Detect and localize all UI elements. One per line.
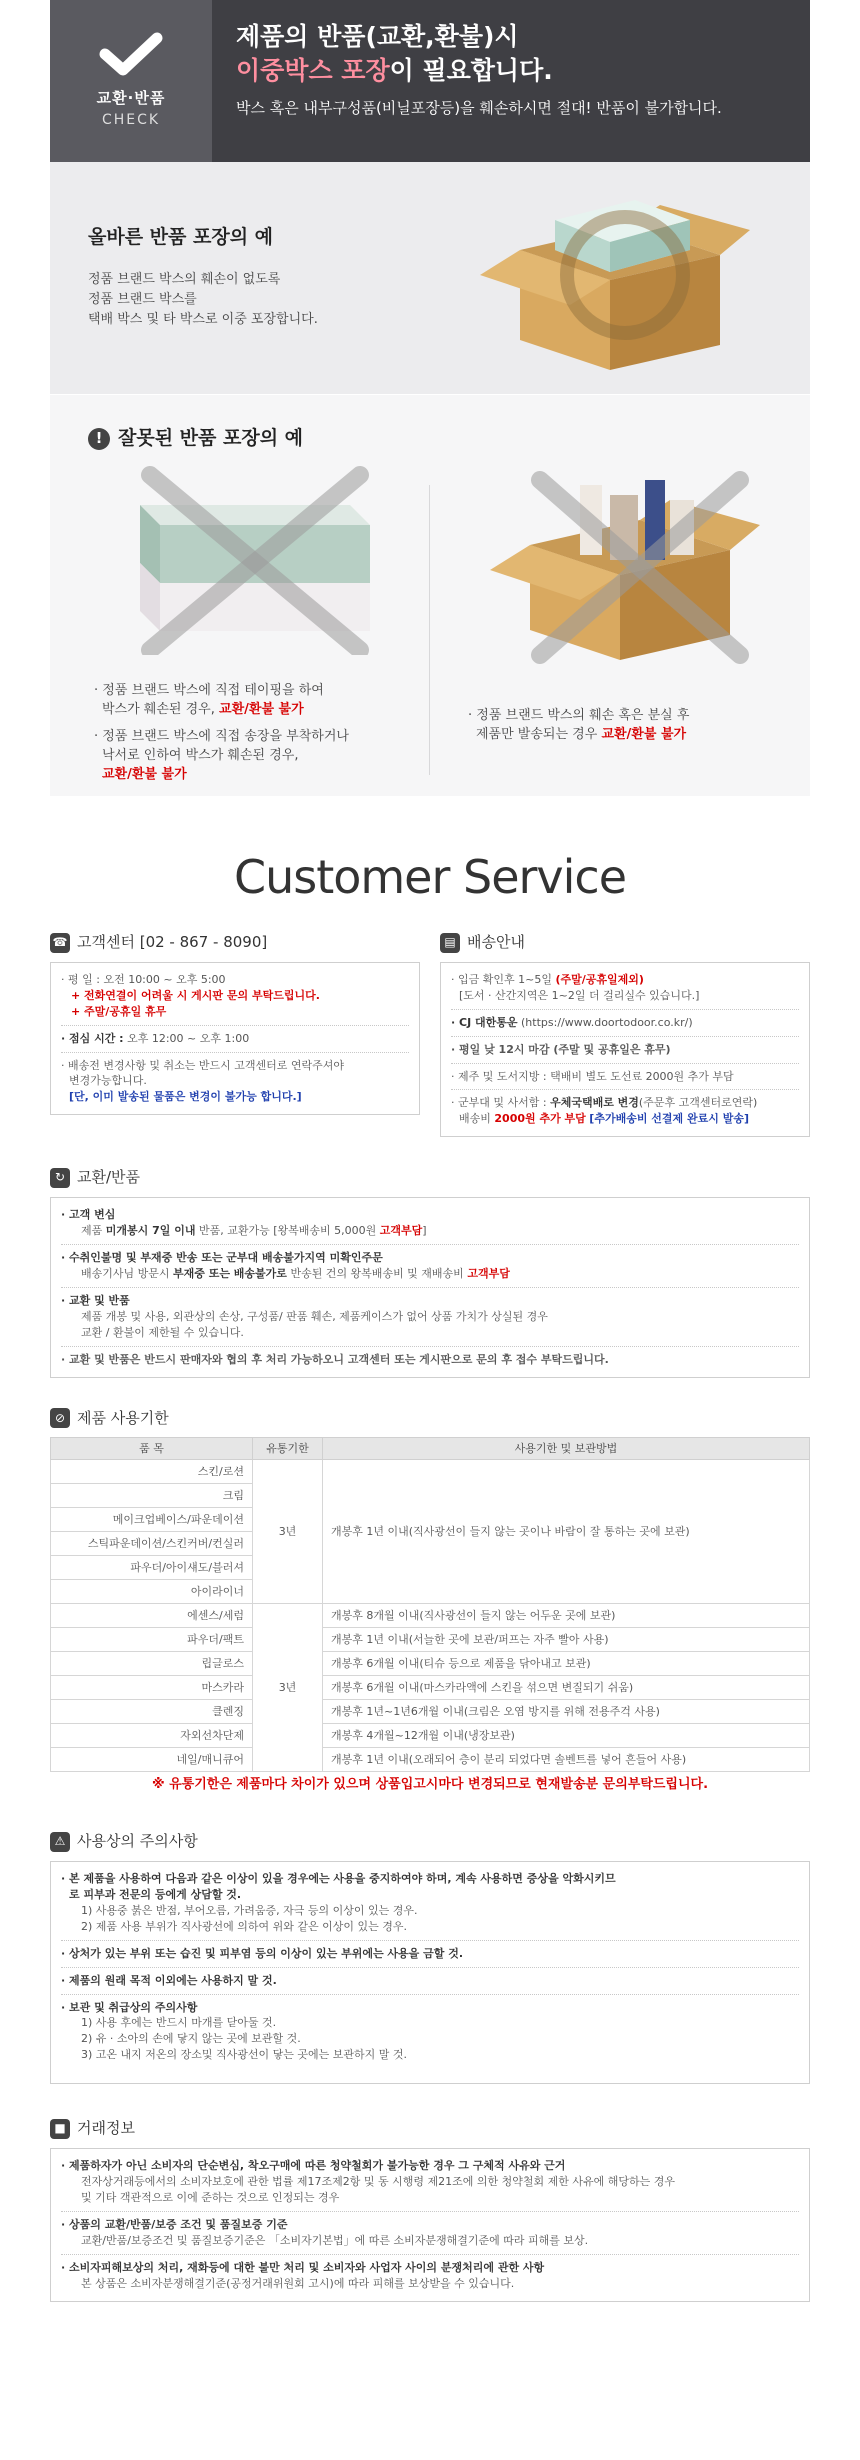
caution-text-bold: · 제품의 원래 목적 이외에는 사용하지 말 것.: [61, 1973, 277, 1987]
change-notice: 변경가능합니다.: [69, 1074, 147, 1088]
change-notice: · 배송전 변경사항 및 취소는 반드시 고객센터로 연락주셔야: [61, 1058, 344, 1072]
lunch-label: · 점심 시간 :: [61, 1031, 124, 1045]
period-cell: 3년: [253, 1460, 323, 1604]
column-header: 유통기한: [253, 1438, 323, 1460]
trade-text: 교환/반품/보증조건 및 품질보증기준은 「소비자기본법」에 따른 소비자분쟁해결기준에 따라 피해를 보상.: [81, 2233, 589, 2247]
exchange-heading: [50, 1167, 810, 1189]
call-center-heading-text: 고객센터 [02 - 867 - 8090]: [77, 933, 268, 951]
method-cell: 개봉후 4개월~12개월 이내(냉장보관): [323, 1724, 810, 1748]
trade-title: · 상품의 교환/반품/보증 조건 및 품질보증 기준: [61, 2217, 288, 2231]
military-label: · 군부대 및 사서함 :: [451, 1096, 547, 1110]
banner-line2: [236, 54, 722, 88]
panel-row: [61, 1288, 799, 1347]
method-cell: 개봉후 1년 이내(서늘한 곳에 보관/퍼프는 자주 빨아 사용): [323, 1628, 810, 1652]
panel-row: [61, 1968, 799, 1995]
check-icon: [99, 32, 163, 78]
panel-row: [451, 967, 799, 1010]
good-packing-title: 올바른 반품 포장의 예: [88, 226, 274, 248]
bad-note-warning: 교환/환불 불가: [601, 726, 687, 742]
refresh-icon: ↻: [50, 1168, 70, 1188]
exchange-item-title: · 수취인불명 및 부재중 반송 또는 군부대 배송불가지역 미확인주문: [61, 1250, 383, 1264]
bad-note-text: · 정품 브랜드 박스의 훼손 혹은 분실 후: [468, 708, 690, 723]
weekday-note: + 전화연결이 어려울 시 게시판 문의 부탁드립니다.: [71, 988, 320, 1002]
bad-note-text: · 정품 브랜드 박스에 직접 테이핑을 하여: [94, 683, 324, 698]
delivery-panel: [440, 962, 810, 1138]
exchange-text: 교환 / 환불이 제한될 수 있습니다.: [81, 1325, 244, 1339]
delivery-heading-text: 배송안내: [467, 933, 525, 951]
exchange-text: 제품: [81, 1224, 103, 1237]
weekday-hours: · 평 일 : 오전 10:00 ~ 오후 5:00: [61, 972, 226, 986]
method-cell: 개봉후 1년 이내(직사광선이 들지 않는 곳이나 바람이 잘 통하는 곳에 보관): [323, 1460, 810, 1604]
table-row: [51, 1652, 810, 1676]
bad-note-text: 낙서로 인하여 박스가 훼손된 경우,: [102, 747, 299, 763]
caution-subitem: 2) 유 · 소아의 손에 닿지 않는 곳에 보관할 것.: [81, 2032, 301, 2046]
trade-text: 전자상거래등에서의 소비자보호에 관한 법률 제17조제2항 및 동 시행령 제21조에 의한 청약철회 제한 사유에 해당하는 경우: [81, 2174, 675, 2188]
bad-note-warning: 교환/환불 불가: [102, 766, 187, 782]
shelf-life-section: [50, 1408, 810, 1796]
table-row: [51, 1604, 810, 1628]
exchange-text-bold: 부재중 또는 배송불가로: [173, 1266, 287, 1280]
caution-panel: [50, 1861, 810, 2084]
item-cell: 마스카라: [51, 1676, 253, 1700]
item-cell: 스킨/로션: [51, 1460, 253, 1484]
trade-panel: [50, 2148, 810, 2302]
check-badge: [50, 0, 212, 162]
caution-text-bold: 로 피부과 전문의 등에게 상담할 것.: [69, 1887, 242, 1901]
bad-note-1: [94, 682, 414, 720]
method-cell: 개봉후 1년~1년6개월 이내(크림은 오염 방지를 위해 전용주걱 사용): [323, 1700, 810, 1724]
info-columns: [50, 932, 810, 1137]
caution-heading-text: 사용상의 주의사항: [77, 1832, 198, 1851]
damaged-box-image: [470, 465, 770, 665]
item-cell: 네일/매니큐어: [51, 1748, 253, 1772]
delivery-heading: [440, 932, 810, 954]
lunch-time: 오후 12:00 ~ 오후 1:00: [127, 1031, 250, 1045]
period-cell: 3년: [253, 1604, 323, 1772]
exchange-text: ]: [422, 1224, 427, 1237]
panel-row: [451, 1010, 799, 1037]
method-cell: 개봉후 8개월 이내(직사광선이 들지 않는 어두운 곳에 보관): [323, 1604, 810, 1628]
item-cell: 클렌징: [51, 1700, 253, 1724]
panel-row: [61, 2212, 799, 2255]
customer-service-title: Customer Service: [233, 850, 627, 904]
banner-line3: 박스 혹은 내부구성품(비닐포장등)을 훼손하시면 절대! 반품이 불가합니다.: [236, 98, 722, 117]
item-cell: 아이라이너: [51, 1580, 253, 1604]
caution-text-bold: · 보관 및 취급상의 주의사항: [61, 2000, 198, 2014]
exchange-text: 반송된 건의 왕복배송비 및 재배송비: [290, 1266, 464, 1280]
delivery-note: [도서 · 산간지역은 1~2일 더 걸리실수 있습니다.]: [459, 988, 700, 1002]
trade-heading-text: 거래정보: [77, 2119, 135, 2138]
exchange-item-title: · 교환 및 반품: [61, 1293, 130, 1307]
trade-text: 및 기타 객관적으로 이에 준하는 것으로 인정되는 경우: [81, 2190, 340, 2204]
caution-text-bold: · 본 제품을 사용하여 다음과 같은 이상이 있을 경우에는 사용을 중지하여야 하며, 계속 사용하면 증상을 악화시키므: [61, 1871, 616, 1885]
exchange-text: 제품 개봉 및 사용, 외관상의 손상, 구성품/ 판품 훼손, 제품케이스가 없어 상품 가치가 상실된 경우: [81, 1309, 548, 1323]
trade-heading: [50, 2118, 810, 2140]
caution-section: [50, 1831, 810, 2084]
panel-row: [451, 1090, 799, 1132]
exchange-heading-text: 교환/반품: [77, 1168, 141, 1187]
shelf-life-table: [50, 1437, 810, 1772]
method-cell: 개봉후 1년 이내(오래되어 층이 분리 되었다면 솔벤트를 넣어 흔들어 사용): [323, 1748, 810, 1772]
trade-title: · 소비자피해보상의 처리, 재화등에 대한 불만 처리 및 소비자와 사업자 사이의 분쟁처리에 관한 사항: [61, 2260, 545, 2274]
shelf-life-heading: [50, 1408, 810, 1430]
caution-text-bold: · 상처가 있는 부위 또는 습진 및 피부염 등의 이상이 있는 부위에는 사용을 금할 것.: [61, 1946, 464, 1960]
table-row: [51, 1676, 810, 1700]
item-cell: 립글로스: [51, 1652, 253, 1676]
trade-section: [50, 2118, 810, 2301]
panel-row: [61, 1053, 409, 1111]
table-row: [51, 1628, 810, 1652]
trade-title: · 제품하자가 아닌 소비자의 단순변심, 착오구매에 따른 청약철회가 불가능한 경우 그 구체적 사유와 근거: [61, 2159, 566, 2173]
top-banner: [50, 0, 810, 162]
table-row: [51, 1460, 810, 1484]
good-desc-line: 정품 브랜드 박스의 훼손이 없도록: [88, 272, 281, 287]
banner-line2-rest: 이 필요합니다.: [389, 55, 553, 85]
double-box-image: [460, 180, 760, 380]
warning-icon: !: [88, 428, 110, 450]
trade-text: 본 상품은 소비자분쟁해결기준(공정거래위원회 고시)에 따라 피해를 보상받을 수 있습니다.: [81, 2276, 515, 2290]
column-header: 사용기한 및 보관방법: [323, 1438, 810, 1460]
weekday-note: + 주말/공휴일 휴무: [71, 1004, 167, 1018]
item-cell: 파우더/아이섀도/블러셔: [51, 1556, 253, 1580]
caution-subitem: 3) 고온 내지 저온의 장소및 직사광선이 닿는 곳에는 보관하지 말 것.: [81, 2048, 408, 2062]
bad-note-text: 제품만 발송되는 경우: [476, 726, 598, 742]
method-cell: 개봉후 6개월 이내(마스카라액에 스킨을 섞으면 변질되기 쉬움): [323, 1676, 810, 1700]
courier-name: · CJ 대한통운: [451, 1015, 518, 1029]
exchange-red: 고객부담: [467, 1266, 510, 1280]
exchange-text: 배송기사님 방문시: [81, 1266, 170, 1280]
call-center-heading: [50, 932, 420, 954]
badge-title: 교환·반품: [96, 88, 166, 107]
caution-subitem: 1) 사용중 붉은 반점, 부어오름, 가려움증, 자극 등의 이상이 있는 경우.: [81, 1903, 418, 1917]
bad-packing-title: [88, 425, 303, 453]
delivery-time: · 입금 확인후 1~5일: [451, 972, 552, 986]
bad-note-warning: 교환/환불 불가: [219, 701, 304, 717]
good-desc-line: 택배 박스 및 타 박스로 이중 포장합니다.: [88, 312, 318, 328]
good-packing-desc: [88, 270, 318, 330]
panel-row: [61, 1866, 799, 1941]
caution-subitem: 1) 사용 후에는 반드시 마개를 닫아둘 것.: [81, 2016, 277, 2030]
exchange-section: [50, 1167, 810, 1377]
delivery-exclusion: (주말/공휴일제외): [555, 972, 644, 986]
item-cell: 자외선차단제: [51, 1724, 253, 1748]
good-packing-section: [50, 162, 810, 394]
item-cell: 메이크업베이스/파운데이션: [51, 1508, 253, 1532]
exchange-red: 고객부담: [379, 1224, 423, 1237]
bad-note-text: · 정품 브랜드 박스에 직접 송장을 부착하거나: [94, 729, 349, 744]
banner-highlight: 이중박스 포장: [236, 55, 390, 85]
panel-row: · 제주 및 도서지방 : 택배비 별도 도선료 2000원 추가 부담: [451, 1064, 799, 1091]
exchange-item-title: · 고객 변심: [61, 1208, 116, 1222]
military-change: 우체국택배로 변경: [550, 1096, 639, 1110]
shipping-fee-extra: 2000원 추가 부담: [494, 1112, 586, 1126]
panel-row: [61, 1026, 409, 1053]
panel-row: [61, 2153, 799, 2212]
military-note: (주문후 고객센터로연락): [638, 1096, 758, 1110]
panel-row: [61, 967, 409, 1026]
exchange-panel: [50, 1197, 810, 1378]
panel-row: · 평일 낮 12시 마감 (주말 및 공휴일은 휴무): [451, 1037, 799, 1064]
table-row: [51, 1724, 810, 1748]
truck-icon: ▤: [440, 933, 460, 953]
banner-line1: 제품의 반품(교환,환불)시: [236, 22, 519, 51]
table-row: [51, 1748, 810, 1772]
item-cell: 스틱파운데이션/스킨커버/컨실러: [51, 1532, 253, 1556]
banner-message: [212, 0, 722, 162]
divider: [429, 485, 430, 775]
call-center-block: [50, 932, 420, 1137]
taped-box-image: [110, 465, 390, 655]
bad-note-2: [94, 728, 414, 785]
warning-triangle-icon: ⚠: [50, 1832, 70, 1852]
call-center-panel: [50, 962, 420, 1116]
panel-row: [61, 1995, 799, 2080]
prohibited-icon: ⊘: [50, 1408, 70, 1428]
panel-row: [61, 1202, 799, 1245]
delivery-block: [440, 932, 810, 1137]
courier-url[interactable]: (https://www.doortodoor.co.kr/): [521, 1015, 693, 1029]
exchange-text-bold: 미개봉시 7일 이내: [105, 1224, 196, 1237]
change-note: [단, 이미 발송된 물품은 변경이 불가능 합니다.]: [69, 1090, 302, 1104]
panel-row: [61, 2255, 799, 2297]
panel-row: [61, 1245, 799, 1288]
good-desc-line: 정품 브랜드 박스를: [88, 292, 197, 308]
column-header: 품 목: [51, 1438, 253, 1460]
shipping-fee-label: 배송비: [459, 1112, 491, 1126]
badge-subtitle: CHECK: [101, 111, 161, 128]
table-row: [51, 1700, 810, 1724]
shipping-fee-note: [추가배송비 선결제 완료시 발송]: [589, 1112, 749, 1126]
item-cell: 에센스/세럼: [51, 1604, 253, 1628]
bad-packing-title-text: 잘못된 반품 포장의 예: [118, 427, 304, 449]
phone-icon: ☎: [50, 933, 70, 953]
exchange-text: 반품, 교환가능 [왕복배송비 5,000원: [198, 1224, 377, 1237]
square-icon: ■: [50, 2119, 70, 2139]
item-cell: 파우더/팩트: [51, 1628, 253, 1652]
method-cell: 개봉후 6개월 이내(티슈 등으로 제품을 닦아내고 보관): [323, 1652, 810, 1676]
item-cell: 크림: [51, 1484, 253, 1508]
caution-heading: [50, 1831, 810, 1853]
bad-packing-section: [50, 394, 810, 796]
bad-note-text: 박스가 훼손된 경우,: [102, 701, 215, 717]
bad-note-3: [468, 707, 798, 745]
shelf-life-heading-text: 제품 사용기한: [77, 1408, 169, 1427]
caution-subitem: 2) 제품 사용 부위가 직사광선에 의하여 위와 같은 이상이 있는 경우.: [81, 1919, 408, 1933]
shelf-life-footnote: ※ 유통기한은 제품마다 차이가 있으며 상품입고시마다 변경되므로 현재발송분 문의부탁드립니다.: [151, 1777, 709, 1793]
panel-row: · 교환 및 반품은 반드시 판매자와 협의 후 처리 가능하오니 고객센터 또는 게시판으로 문의 후 접수 부탁드립니다.: [61, 1352, 609, 1366]
panel-row: [61, 1941, 799, 1968]
